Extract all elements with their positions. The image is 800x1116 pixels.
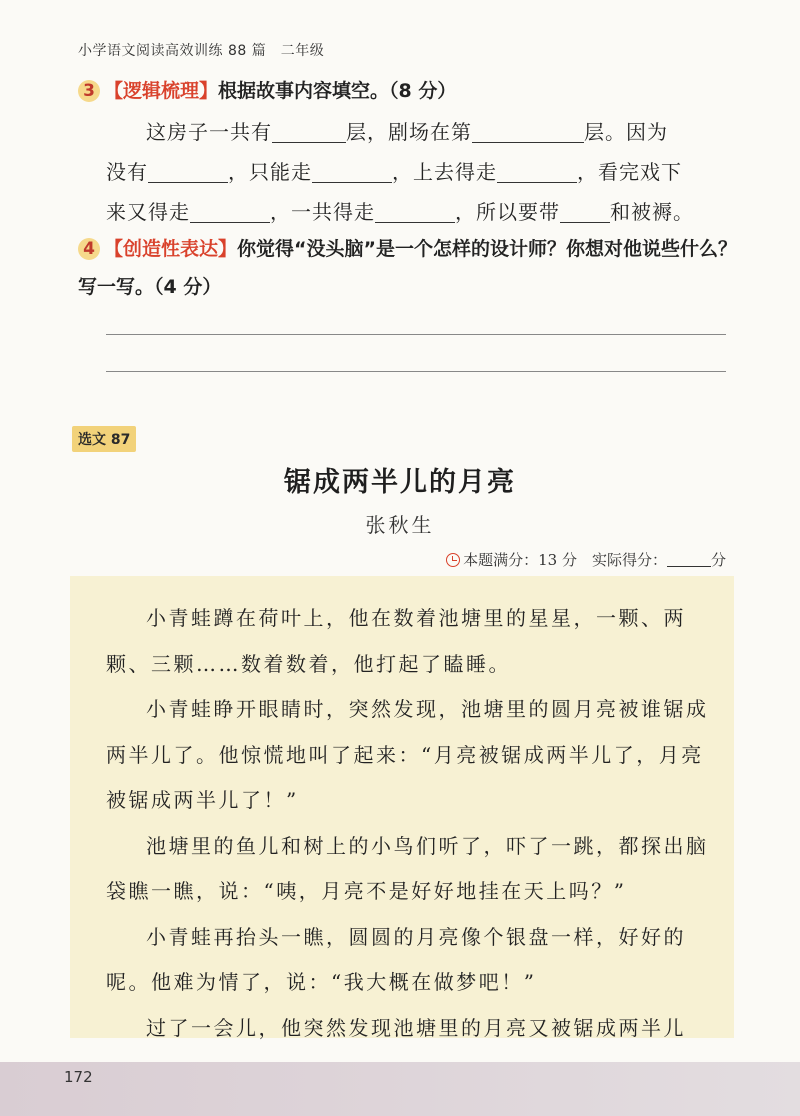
story-paragraph: 过了一会儿，他突然发现池塘里的月亮又被锯成两半儿 [146,1015,686,1040]
q3-text-3c: ，所以要带 [455,200,560,224]
story-title: 锯成两半儿的月亮 [284,467,516,498]
answer-line-1[interactable] [106,334,726,335]
score-blank[interactable] [667,552,711,567]
question-3-text: 根据故事内容填空。（8 分） [218,80,457,102]
blank-bring-item[interactable] [560,200,610,223]
q3-text-1b: 层，剧场在第 [346,120,472,144]
blank-theater-floor[interactable] [472,120,584,143]
story-author: 张秋生 [365,513,435,537]
q3-text-3b: ，一共得走 [270,200,375,224]
q3-text-1a: 这房子一共有 [146,120,272,144]
blank-down-time[interactable] [190,200,270,223]
blank-total-time[interactable] [375,200,455,223]
question-number-3: 3 [78,80,100,102]
selection-tag: 选文 87 [72,426,136,452]
question-3 [78,72,738,110]
q3-text-1c: 层。因为 [584,120,668,144]
book-header: 小学语文阅读高效训练 88 篇 二年级 [78,43,325,59]
answer-line-2[interactable] [106,371,726,372]
q3-text-2b: ，只能走 [228,160,312,184]
q3-text-2d: ，看完戏下 [577,160,682,184]
score-label: 本题满分：13 分 实际得分： [463,551,667,569]
score-unit: 分 [710,551,726,569]
blank-up-time[interactable] [497,160,577,183]
story-paragraph: 小青蛙蹲在荷叶上，他在数着池塘里的星星，一颗、两颗、三颗……数着数着，他打起了瞌睡。 [106,606,686,676]
question-4-text: 你觉得“没头脑”是一个怎样的设计师？你想对他说些什么？写一写。（4 分） [78,238,737,298]
page-footer [0,1062,800,1116]
score-line [446,549,726,570]
q3-text-3a: 来又得走 [106,200,190,224]
q3-text-2a: 没有 [106,160,148,184]
story-paragraph: 小青蛙睁开眼睛时，突然发现，池塘里的圆月亮被谁锯成两半儿了。他惊慌地叫了起来：“月亮被锯成两半儿了，月亮被锯成两半儿了！” [106,697,709,812]
story-paragraph: 池塘里的鱼儿和树上的小鸟们听了，吓了一跳，都探出脑袋瞧一瞧，说：“咦，月亮不是好好地挂在天上吗？” [106,833,709,903]
story-paragraph: 小青蛙再抬头一瞧，圆圆的月亮像个银盘一样，好好的呢。他难为情了，说：“我大概在做梦吧！” [106,924,686,994]
question-number-4: 4 [78,238,100,260]
q3-text-3d: 和被褥。 [610,200,694,224]
q3-text-2c: ，上去得走 [392,160,497,184]
question-4 [78,230,738,306]
story-body [106,596,712,1097]
blank-no-elevator[interactable] [148,160,228,183]
question-3-tag: 【逻辑梳理】 [104,80,219,102]
page-number: 172 [64,1068,93,1086]
blank-floors[interactable] [272,120,346,143]
clock-icon [446,553,460,567]
blank-stairs[interactable] [312,160,392,183]
question-4-tag: 【创造性表达】 [104,238,238,260]
question-3-fill-text [106,112,732,232]
